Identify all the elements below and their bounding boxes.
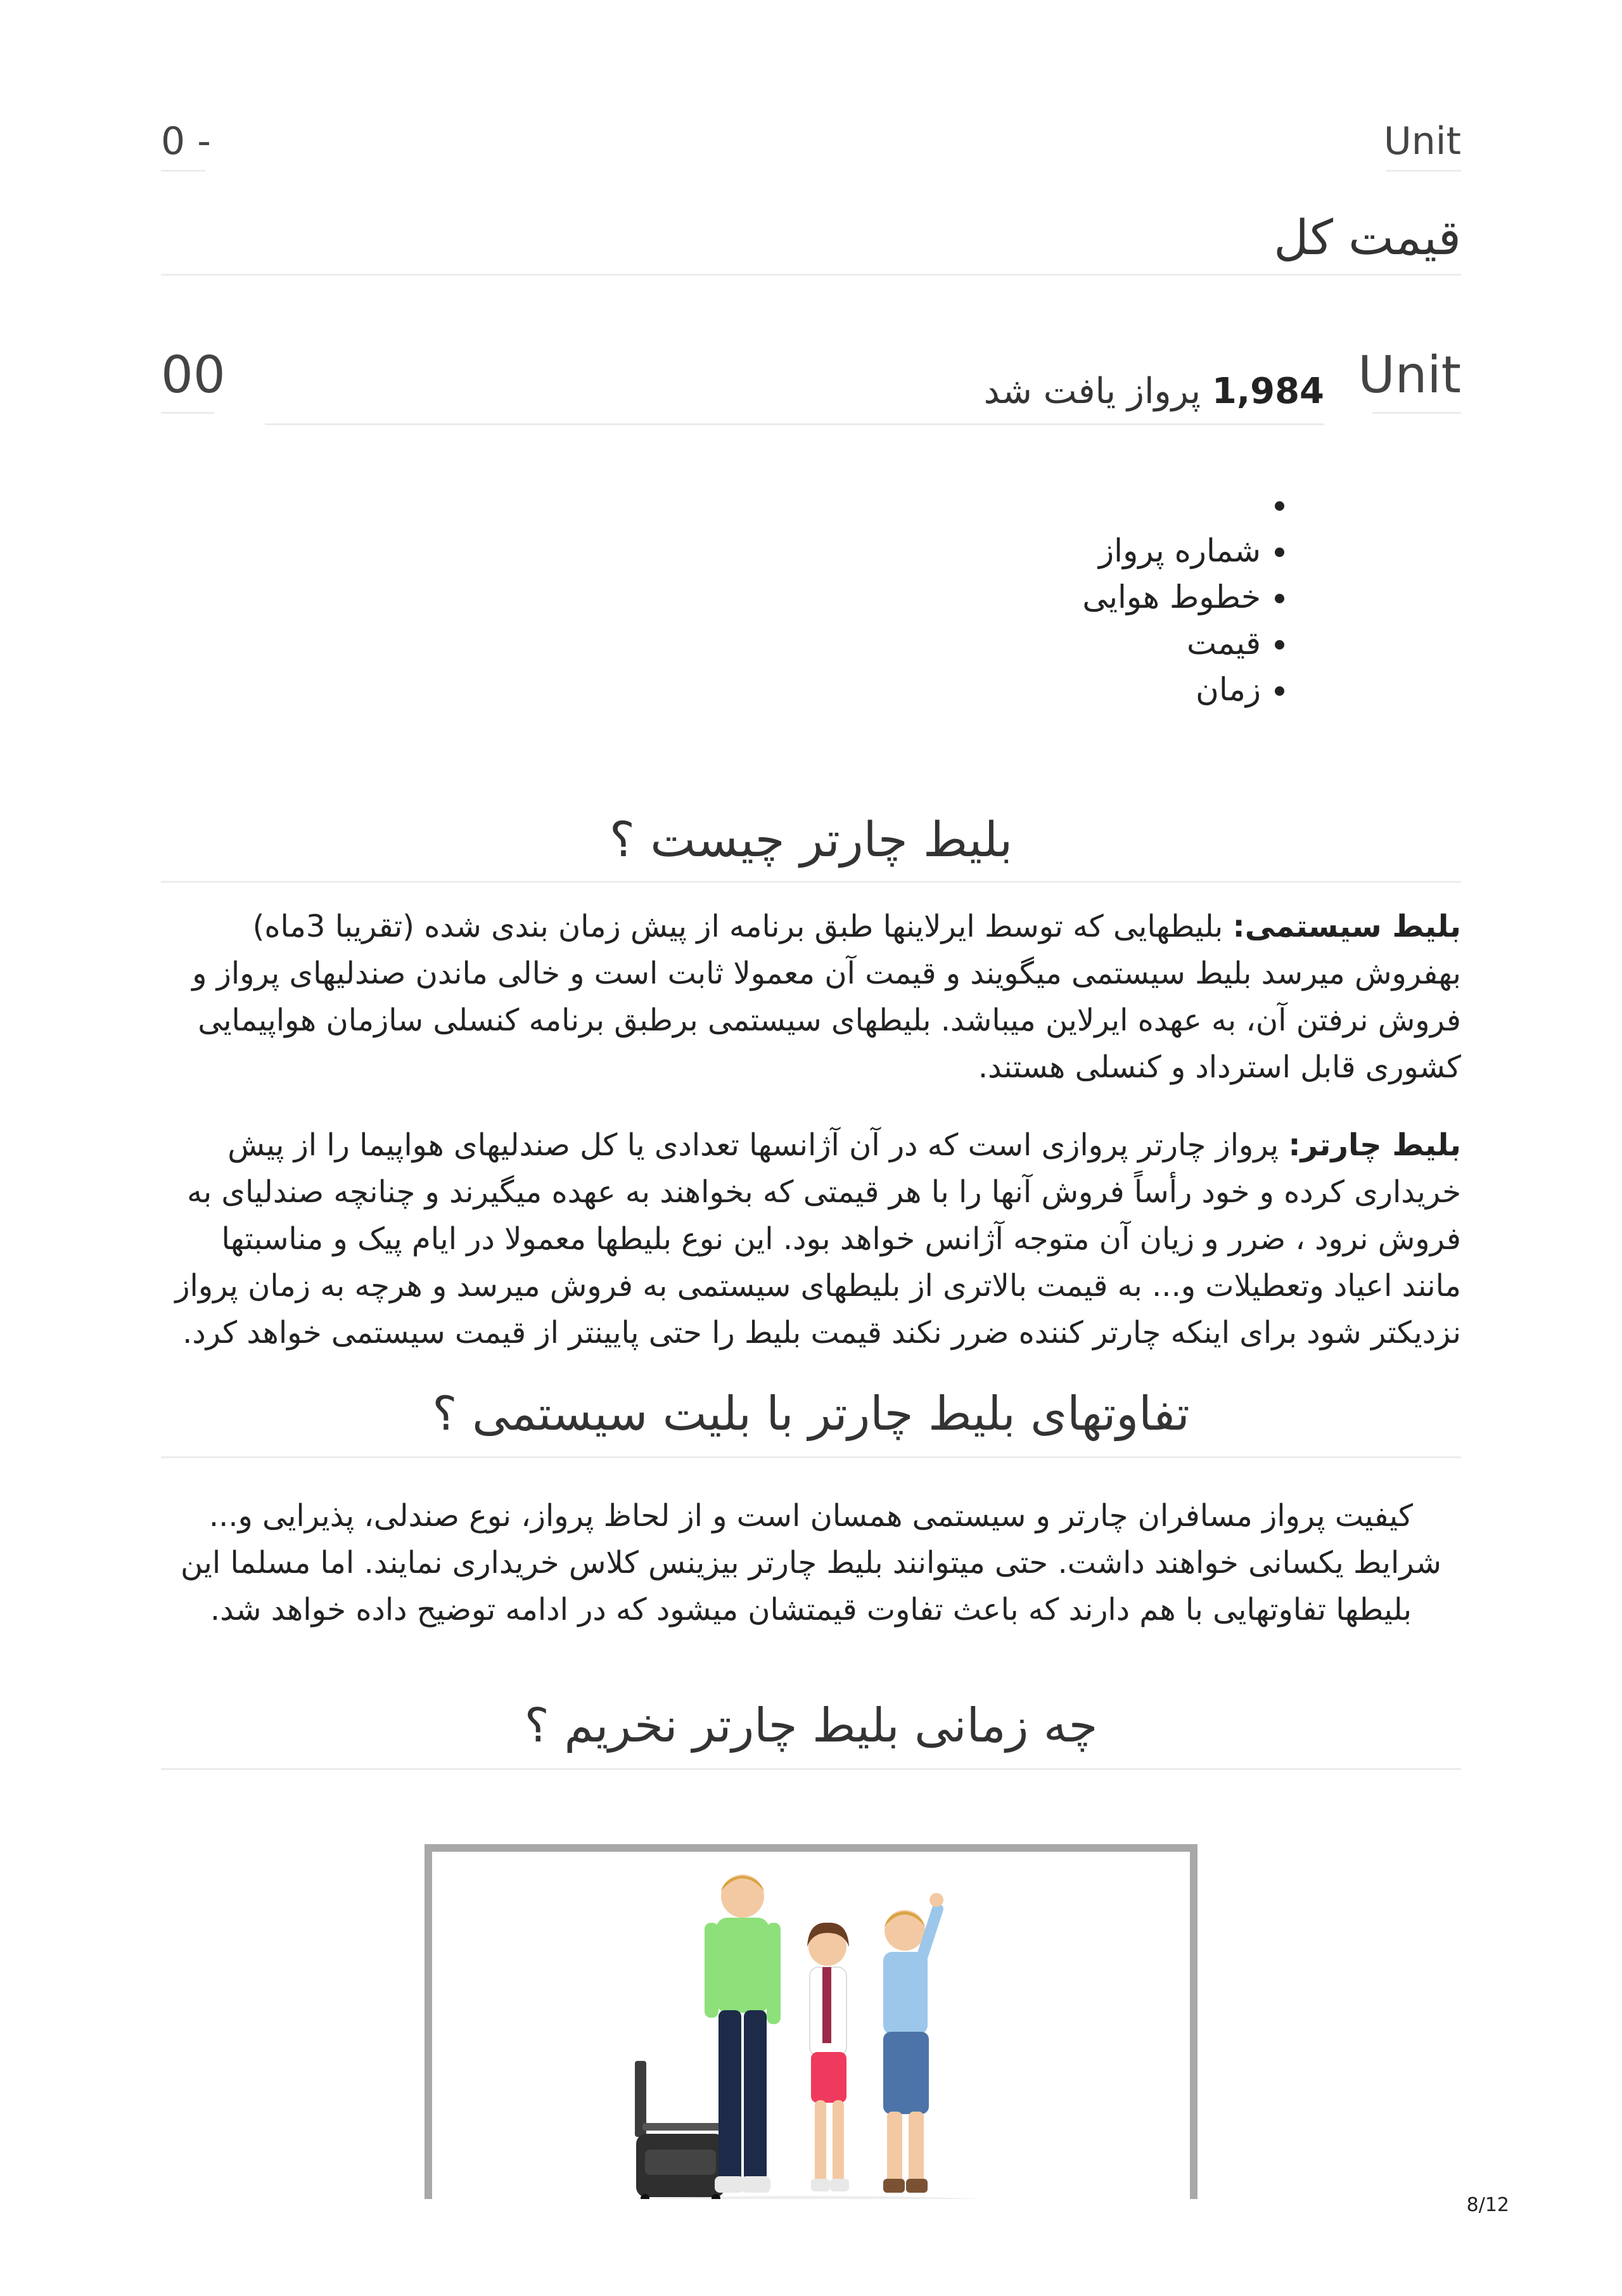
page-number: 8/12 (1466, 2194, 1509, 2216)
sort-option-flight-number[interactable]: • شماره پرواز (1082, 528, 1261, 574)
sort-option-airline[interactable]: • خطوط هوایی (1082, 574, 1261, 620)
sort-option-price[interactable]: • قیمت (1082, 620, 1261, 667)
divider (161, 1768, 1461, 1770)
divider (161, 412, 214, 414)
divider (161, 274, 1461, 276)
divider (1372, 412, 1461, 414)
flights-found-count (984, 371, 1324, 412)
total-price-label: قیمت کل (1274, 209, 1461, 266)
children-travel-photo (425, 1844, 1197, 2199)
differences-paragraph: کیفیت پرواز مسافران چارتر و سیستمی همسان است و از لحاظ پرواز، نوع صندلی، پذیرایی و... شرایط یکسانی خواهند داشت. حتی میتوانند بلیط چارتر بیزینس کلاس خریداری نمایند. اما مسلما این بلیطها تفاوتهایی با هم دارند که باعث تفاوت قیمتشان میشود که در ادامه توضیح داده خواهد شد. (181, 1498, 1441, 1627)
system-ticket-paragraph (161, 903, 1461, 1091)
zero-value: 00 (161, 345, 226, 404)
section-heading: تفاوتهای بلیط چارتر با بلیت سیستمی ؟ (432, 1387, 1190, 1441)
section-heading: چه زمانی بلیط چارتر نخریم ؟ (524, 1698, 1098, 1753)
waving-boy-figure (883, 1893, 945, 2193)
sort-option[interactable] (1082, 482, 1261, 528)
divider (1386, 170, 1461, 172)
sort-option-time[interactable]: • زمان (1082, 667, 1261, 713)
section-heading: بلیط چارتر چیست ؟ (609, 811, 1013, 868)
divider (161, 881, 1461, 883)
zero-value: 0 - (161, 119, 211, 164)
divider (161, 170, 205, 172)
system-ticket-label: بلیط سیستمی: (1232, 909, 1461, 944)
unit-label: Unit (1383, 119, 1461, 164)
charter-ticket-paragraph (161, 1122, 1461, 1356)
unit-label: Unit (1358, 345, 1461, 404)
children-illustration (432, 1852, 1190, 2199)
flight-count: 1,984 (1211, 371, 1324, 412)
flights-found-text: پرواز یافت شد (983, 371, 1201, 412)
divider (161, 1456, 1461, 1458)
divider (265, 423, 1324, 425)
suitcase-icon (635, 2061, 725, 2199)
charter-ticket-text: پرواز چارتر پروازی است که در آن آژانسها تعدادی یا کل صندلیهای هواپیما را از پیش خریداری کرده و خود رأساً فروش آنها را با هر قیمتی که بخواهند به عهده میگیرند و چنانچه صندلیای به فروش نرود ، ضرر و زیان آن متوجه آژانس خواهد بود. این نوع بلیطها معمولا در ایام پیک و مناسبتها مانند اعیاد وتعطیلات و... به قیمت بالاتری از بلیطهای سیستمی به فروش میرسد و هرچه به زمان پرواز نزدیکتر شود برای اینکه چارتر کننده ضرر نکند قیمت بلیط را حتی پایینتر از قیمت سیستمی خواهد کرد. (175, 1127, 1461, 1350)
girl-figure (807, 1923, 849, 2191)
sort-options-list (1082, 482, 1299, 713)
charter-ticket-label: بلیط چارتر: (1288, 1127, 1461, 1163)
system-ticket-text: بلیطهایی که توسط ایرلاینها طبق برنامه از پیش زمان بندی شده (تقریبا 3ماه) بهفروش میرسد بلیط سیستمی میگویند و قیمت آن معمولا ثابت است و خالی ماندن صندلیهای پرواز و فروش نرفتن آن، به عهده ایرلاین میباشد. بلیطهای سیستمی برطبق برنامه کنسلی سازمان هواپیمایی کشوری قابل استرداد و کنسلی هستند. (192, 909, 1461, 1085)
